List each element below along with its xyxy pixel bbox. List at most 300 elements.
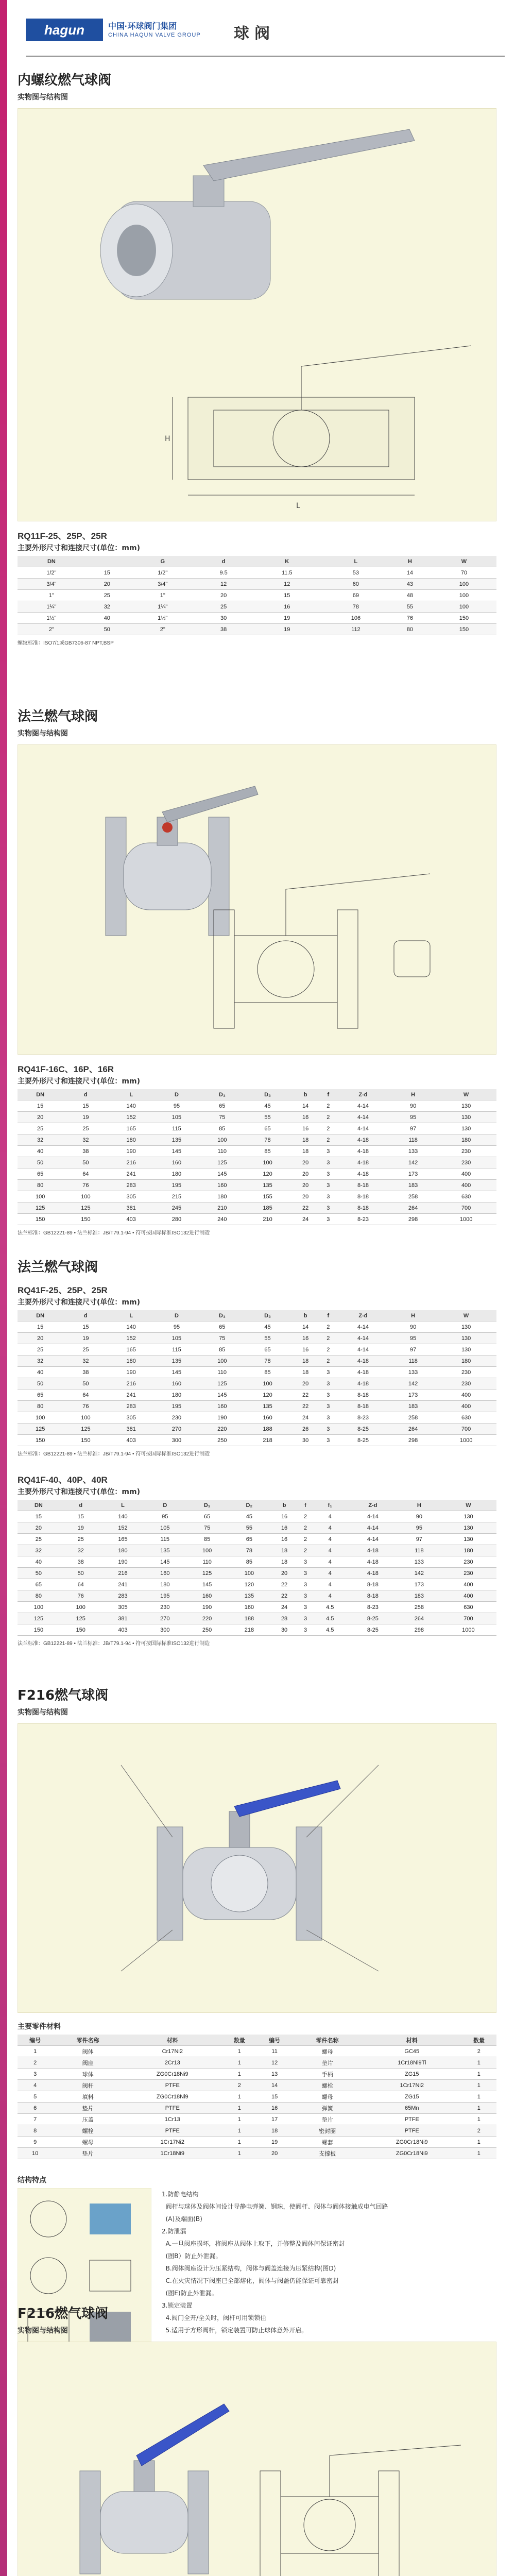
table-row — [18, 579, 496, 590]
table-cell: 9 — [18, 2137, 53, 2148]
table-cell: 55 — [228, 1522, 270, 1534]
table-cell: 30 — [197, 613, 251, 624]
table-cell: PTFE — [363, 2125, 461, 2137]
table-cell: 4-18 — [336, 1355, 390, 1367]
table-cell: 115 — [154, 1123, 199, 1134]
dimensions-table-25 — [18, 1310, 496, 1446]
table-cell: 90 — [390, 1100, 436, 1112]
table-cell: 150 — [63, 1435, 108, 1446]
column-header: 零件名称 — [53, 2035, 123, 2046]
table-cell: 50 — [63, 1378, 108, 1389]
table-row — [18, 2057, 496, 2069]
table-cell: 22 — [290, 1202, 321, 1214]
table-cell: 220 — [186, 1613, 228, 1624]
table-cell: 180 — [154, 1389, 199, 1401]
feature-line: 3.锁定装置 — [162, 2302, 193, 2309]
table-cell: 50 — [18, 1378, 63, 1389]
table-cell: 16 — [270, 1534, 299, 1545]
table-row — [18, 1435, 496, 1446]
section-f216-gas-ball-valve — [18, 1685, 496, 2358]
table-cell: 125 — [199, 1157, 245, 1168]
table-cell: 3 — [18, 2069, 53, 2080]
table-cell: 2 — [298, 1511, 312, 1522]
table-cell: 403 — [109, 1435, 154, 1446]
table-cell: 2Cr13 — [123, 2057, 222, 2069]
table-cell: 19 — [251, 613, 323, 624]
product-figure — [18, 108, 496, 521]
table-cell: 16 — [257, 2103, 292, 2114]
table-cell: 55 — [245, 1112, 290, 1123]
table-cell: 230 — [436, 1157, 496, 1168]
table-cell: 1" — [18, 590, 85, 601]
table-row — [18, 1423, 496, 1435]
table-cell: 64 — [63, 1168, 108, 1180]
header-divider — [26, 56, 505, 57]
table-cell: 3 — [321, 1168, 336, 1180]
table-cell: 38 — [60, 1556, 102, 1568]
product-figure — [18, 744, 496, 1055]
table-cell: 125 — [60, 1613, 102, 1624]
table-cell: 4-18 — [348, 1568, 398, 1579]
table-cell: 130 — [436, 1112, 496, 1123]
table-cell: 241 — [102, 1579, 144, 1590]
table-cell: 65 — [18, 1579, 60, 1590]
table-cell: 305 — [102, 1602, 144, 1613]
table-cell: 4-18 — [348, 1556, 398, 1568]
table-row — [18, 1412, 496, 1423]
table-cell: 216 — [109, 1157, 154, 1168]
column-header: D₁ — [199, 1089, 245, 1100]
table-row — [18, 567, 496, 579]
table-cell: 55 — [388, 601, 432, 613]
column-header: f — [298, 1500, 312, 1511]
table-caption: 主要外形尺寸和连接尺寸(单位：mm) — [18, 1077, 140, 1086]
table-cell: 1 — [222, 2069, 257, 2080]
section-subtitle: 实物图与结构图 — [18, 2327, 68, 2335]
table-cell: 4.5 — [313, 1602, 348, 1613]
column-header: D₂ — [245, 1089, 290, 1100]
table-cell: 258 — [390, 1191, 436, 1202]
column-header: b — [290, 1310, 321, 1321]
column-header: d — [60, 1500, 102, 1511]
table-row — [18, 1157, 496, 1168]
table-cell: 145 — [199, 1389, 245, 1401]
table-cell: 100 — [18, 1191, 63, 1202]
table-cell: 8-25 — [348, 1613, 398, 1624]
table-cell: 195 — [144, 1590, 186, 1602]
section-threaded-gas-ball-valve — [18, 70, 496, 646]
table-cell: 18 — [290, 1134, 321, 1146]
table-cell: 40 — [18, 1556, 60, 1568]
model-number: RQ41F-16C、16P、16R — [18, 1064, 114, 1074]
table-row — [18, 2091, 496, 2103]
table-cell: 16 — [270, 1511, 299, 1522]
table-cell: 15 — [18, 1511, 60, 1522]
table-cell: 1 — [461, 2069, 496, 2080]
table-cell: ZG15 — [363, 2069, 461, 2080]
column-header: f₁ — [313, 1500, 348, 1511]
table-cell: PTFE — [363, 2114, 461, 2125]
table-cell: 270 — [154, 1423, 199, 1435]
table-cell: 4-14 — [348, 1522, 398, 1534]
table-cell: 4 — [313, 1545, 348, 1556]
valve-exploded-drawing — [18, 1724, 496, 2012]
table-cell: 18 — [257, 2125, 292, 2137]
table-cell: 32 — [18, 1545, 60, 1556]
table-cell: 210 — [199, 1202, 245, 1214]
table-cell: 12 — [197, 579, 251, 590]
table-cell: 65 — [199, 1321, 245, 1333]
table-cell: 3 — [321, 1367, 336, 1378]
table-row — [18, 1556, 496, 1568]
table-cell: 8 — [18, 2125, 53, 2137]
column-header: 数量 — [222, 2035, 257, 2046]
table-cell: 1 — [222, 2148, 257, 2159]
table-cell: 230 — [436, 1367, 496, 1378]
table-cell: 1 — [461, 2114, 496, 2125]
table-cell: 100 — [18, 1412, 63, 1423]
table-cell: 15 — [63, 1100, 108, 1112]
table-cell: 1 — [222, 2103, 257, 2114]
company-name: 中国·环球阀门集团 — [108, 22, 177, 31]
table-cell: 100 — [199, 1355, 245, 1367]
table-cell: 241 — [109, 1389, 154, 1401]
table-cell: 150 — [432, 624, 496, 635]
table-cell: 1 — [461, 2137, 496, 2148]
table-cell: 165 — [109, 1123, 154, 1134]
table-cell: 19 — [63, 1333, 108, 1344]
table-cell: 180 — [109, 1134, 154, 1146]
table-cell: 3 — [321, 1378, 336, 1389]
table-row — [18, 1344, 496, 1355]
table-cell: 230 — [440, 1568, 496, 1579]
table-cell: 4-14 — [336, 1344, 390, 1355]
table-cell: 填料 — [53, 2091, 123, 2103]
table-cell: 20 — [290, 1180, 321, 1191]
column-header: 材料 — [363, 2035, 461, 2046]
table-cell: 26 — [290, 1423, 321, 1435]
table-cell: 1000 — [436, 1214, 496, 1225]
table-cell: 3 — [321, 1191, 336, 1202]
table-note: 螺纹标准：ISO7/1或GB7306-87 NPT,BSP — [18, 640, 114, 646]
table-cell: 4-18 — [336, 1134, 390, 1146]
section-flanged-gas-ball-valve — [18, 706, 496, 1647]
valve-photo — [106, 786, 258, 936]
table-cell: 100 — [432, 579, 496, 590]
table-cell: 230 — [436, 1378, 496, 1389]
table-cell: 3 — [298, 1568, 312, 1579]
table-cell: 230 — [440, 1556, 496, 1568]
table-cell: 85 — [245, 1146, 290, 1157]
dimension-label-H: H — [165, 435, 170, 443]
table-cell: 11.5 — [251, 567, 323, 579]
table-cell: 700 — [440, 1613, 496, 1624]
table-cell: 45 — [245, 1321, 290, 1333]
table-row — [18, 2137, 496, 2148]
column-header — [85, 556, 129, 567]
table-cell: 50 — [18, 1568, 60, 1579]
column-header: 编号 — [257, 2035, 292, 2046]
table-cell: 螺母 — [292, 2091, 363, 2103]
table-cell: 8-18 — [336, 1401, 390, 1412]
table-cell: 155 — [245, 1191, 290, 1202]
table-cell: 53 — [323, 567, 388, 579]
table-cell: 4 — [313, 1534, 348, 1545]
product-figure — [18, 2342, 496, 2576]
table-cell: 305 — [109, 1191, 154, 1202]
table-cell: 3 — [321, 1401, 336, 1412]
table-cell: 3 — [298, 1624, 312, 1636]
table-cell: PTFE — [123, 2103, 222, 2114]
table-cell: 100 — [63, 1191, 108, 1202]
column-header: H — [390, 1089, 436, 1100]
table-cell: 4-14 — [336, 1100, 390, 1112]
table-cell: 50 — [18, 1157, 63, 1168]
table-cell: 1 — [222, 2137, 257, 2148]
table-cell: 15 — [63, 1321, 108, 1333]
table-cell: 3 — [298, 1602, 312, 1613]
table-cell: 8-25 — [336, 1435, 390, 1446]
table-cell: 65 — [18, 1168, 63, 1180]
table-cell: 133 — [398, 1556, 440, 1568]
table-row — [18, 1146, 496, 1157]
table-cell: 118 — [390, 1355, 436, 1367]
table-cell: 125 — [18, 1613, 60, 1624]
table-cell: 垫片 — [53, 2103, 123, 2114]
feature-line: C.在火灾情况下阀座已全部熔化，阀体与阀盖仍能保证可靠密封 — [162, 2277, 339, 2284]
table-cell: 400 — [436, 1389, 496, 1401]
table-cell: 4 — [18, 2080, 53, 2091]
table-cell: 78 — [228, 1545, 270, 1556]
table-cell: 14 — [290, 1100, 321, 1112]
table-cell: PTFE — [123, 2080, 222, 2091]
table-cell: 160 — [154, 1378, 199, 1389]
table-row — [18, 1168, 496, 1180]
column-header: H — [390, 1310, 436, 1321]
table-cell: 130 — [436, 1123, 496, 1134]
table-cell: 403 — [109, 1214, 154, 1225]
table-cell: 2 — [321, 1321, 336, 1333]
table-cell: 4 — [313, 1568, 348, 1579]
column-header: W — [436, 1089, 496, 1100]
table-cell: 20 — [85, 579, 129, 590]
table-cell: 298 — [398, 1624, 440, 1636]
column-header: DN — [18, 1500, 60, 1511]
table-cell: 270 — [144, 1613, 186, 1624]
table-cell: 55 — [245, 1333, 290, 1344]
table-cell: 19 — [60, 1522, 102, 1534]
table-cell: 9.5 — [197, 567, 251, 579]
table-row — [18, 1214, 496, 1225]
table-cell: 14 — [257, 2080, 292, 2091]
table-row — [18, 1355, 496, 1367]
table-cell: 95 — [390, 1333, 436, 1344]
table-cell: 18 — [290, 1367, 321, 1378]
table-cell: 188 — [228, 1613, 270, 1624]
table-cell: 19 — [257, 2137, 292, 2148]
table-cell: 180 — [154, 1168, 199, 1180]
table-cell: 32 — [18, 1355, 63, 1367]
table-cell: 95 — [390, 1112, 436, 1123]
table-cell: 3 — [321, 1202, 336, 1214]
table-cell: 32 — [85, 601, 129, 613]
table-cell: 1 — [222, 2125, 257, 2137]
table-cell: 螺母 — [292, 2046, 363, 2057]
table-cell: 4 — [313, 1556, 348, 1568]
table-cell: 40 — [85, 613, 129, 624]
table-cell: 80 — [18, 1590, 60, 1602]
table-cell: 43 — [388, 579, 432, 590]
table-cell: 1½" — [129, 613, 197, 624]
table-cell: 100 — [432, 601, 496, 613]
table-cell: 4-14 — [336, 1321, 390, 1333]
table-cell: 8-18 — [348, 1590, 398, 1602]
section-title: 内螺纹燃气球阀 — [18, 73, 112, 88]
table-cell: 190 — [109, 1367, 154, 1378]
table-cell: 垫片 — [53, 2148, 123, 2159]
table-cell: 135 — [245, 1401, 290, 1412]
table-cell: 125 — [199, 1378, 245, 1389]
table-cell: 8-18 — [348, 1579, 398, 1590]
table-cell: 1 — [18, 2046, 53, 2057]
table-cell: 173 — [398, 1579, 440, 1590]
dimensions-table — [18, 556, 496, 635]
column-header: D₁ — [199, 1310, 245, 1321]
table-cell: 100 — [245, 1378, 290, 1389]
table-cell: 145 — [154, 1367, 199, 1378]
column-header: Z-d — [348, 1500, 398, 1511]
table-cell: 2" — [18, 624, 85, 635]
table-cell: 240 — [199, 1214, 245, 1225]
model-number: RQ41F-40、40P、40R — [18, 1475, 108, 1485]
table-cell: 1Cr17Ni2 — [123, 2137, 222, 2148]
table-cell: 20 — [290, 1378, 321, 1389]
model-number: RQ11F-25、25P、25R — [18, 531, 107, 541]
table-cell: 16 — [290, 1333, 321, 1344]
table-cell: 4-14 — [336, 1333, 390, 1344]
table-cell: 48 — [388, 590, 432, 601]
table-cell: 381 — [109, 1202, 154, 1214]
table-cell: 125 — [186, 1568, 228, 1579]
table-cell: 264 — [398, 1613, 440, 1624]
table-cell: 216 — [102, 1568, 144, 1579]
table-cell: 4 — [313, 1522, 348, 1534]
table-cell: 305 — [109, 1412, 154, 1423]
table-cell: 垫片 — [292, 2057, 363, 2069]
table-cell: 142 — [390, 1157, 436, 1168]
table-cell: 1 — [461, 2057, 496, 2069]
table-cell: 97 — [398, 1534, 440, 1545]
table-cell: 16 — [270, 1522, 299, 1534]
table-cell: 2 — [18, 2057, 53, 2069]
table-cell: 95 — [398, 1522, 440, 1534]
feature-line: 5.适用于方形阀杆，锁定装置可防止球体意外开启。 — [162, 2327, 308, 2334]
table-cell: 70 — [432, 567, 496, 579]
table-cell: 4-14 — [348, 1511, 398, 1522]
table-cell: ZG0Cr18Ni9 — [123, 2069, 222, 2080]
table-cell: 20 — [18, 1522, 60, 1534]
table-cell: 13 — [257, 2069, 292, 2080]
table-cell: 4-14 — [336, 1123, 390, 1134]
section-title: F216燃气球阀 — [18, 2306, 109, 2321]
table-cell: 258 — [398, 1602, 440, 1613]
table-row — [18, 1579, 496, 1590]
table-cell: 25 — [18, 1344, 63, 1355]
parts-table-title: 主要零件材料 — [18, 2023, 61, 2031]
table-row — [18, 1191, 496, 1202]
table-cell: 3 — [321, 1157, 336, 1168]
column-header: D — [154, 1089, 199, 1100]
table-cell: ZG0Cr18Ni9 — [363, 2148, 461, 2159]
table-cell: 80 — [388, 624, 432, 635]
table-cell: 4 — [313, 1511, 348, 1522]
table-cell: 32 — [60, 1545, 102, 1556]
column-header: D₁ — [186, 1500, 228, 1511]
table-cell: 40 — [18, 1367, 63, 1378]
feature-line: (图B）防止外泄漏。 — [162, 2252, 222, 2260]
table-note: 法兰标准：GB12221-89 • 法兰标准：JB/T79.1-94 • 符可按国际标准ISO132进行制造 — [18, 1641, 210, 1647]
table-cell: 160 — [228, 1602, 270, 1613]
table-note: 法兰标准：GB12221-89 • 法兰标准：JB/T79.1-94 • 符可按国际标准ISO132进行制造 — [18, 1451, 210, 1457]
table-cell: 15 — [257, 2091, 292, 2103]
table-cell: 阀座 — [53, 2057, 123, 2069]
table-cell: 50 — [60, 1568, 102, 1579]
table-cell: ZG15 — [363, 2091, 461, 2103]
table-cell: 2 — [321, 1123, 336, 1134]
table-cell: 16 — [251, 601, 323, 613]
table-cell: 2 — [461, 2125, 496, 2137]
column-header: b — [290, 1089, 321, 1100]
table-cell: 78 — [323, 601, 388, 613]
valve-photo — [80, 2404, 229, 2574]
table-row — [18, 1134, 496, 1146]
table-row — [18, 590, 496, 601]
table-cell: 支撑板 — [292, 2148, 363, 2159]
table-cell: 38 — [197, 624, 251, 635]
table-caption: 主要外形尺寸和连接尺寸(单位：mm) — [18, 1298, 140, 1307]
column-header: L — [102, 1500, 144, 1511]
table-cell: 180 — [436, 1134, 496, 1146]
table-cell: 160 — [154, 1157, 199, 1168]
table-cell: 85 — [186, 1534, 228, 1545]
table-cell: 135 — [144, 1545, 186, 1556]
table-cell: 400 — [436, 1168, 496, 1180]
table-row — [18, 2080, 496, 2091]
table-cell: 22 — [290, 1401, 321, 1412]
table-row — [18, 613, 496, 624]
product-figure — [18, 1723, 496, 2013]
table-cell: 300 — [144, 1624, 186, 1636]
table-cell: 130 — [436, 1321, 496, 1333]
section-subtitle: 实物图与结构图 — [18, 730, 68, 738]
table-cell: 螺栓 — [53, 2125, 123, 2137]
table-row — [18, 1333, 496, 1344]
table-cell: 22 — [270, 1579, 299, 1590]
table-cell: 3 — [321, 1412, 336, 1423]
table-cell: 压盖 — [53, 2114, 123, 2125]
table-cell: 195 — [154, 1180, 199, 1191]
table-cell: 18 — [290, 1146, 321, 1157]
table-cell: 8-25 — [336, 1423, 390, 1435]
column-header: W — [436, 1310, 496, 1321]
table-cell: 14 — [290, 1321, 321, 1333]
column-header: H — [388, 556, 432, 567]
table-cell: GC45 — [363, 2046, 461, 2057]
table-cell: 17 — [257, 2114, 292, 2125]
table-cell: 381 — [109, 1423, 154, 1435]
table-cell: 135 — [228, 1590, 270, 1602]
valve-exploded-view — [157, 1781, 340, 1940]
